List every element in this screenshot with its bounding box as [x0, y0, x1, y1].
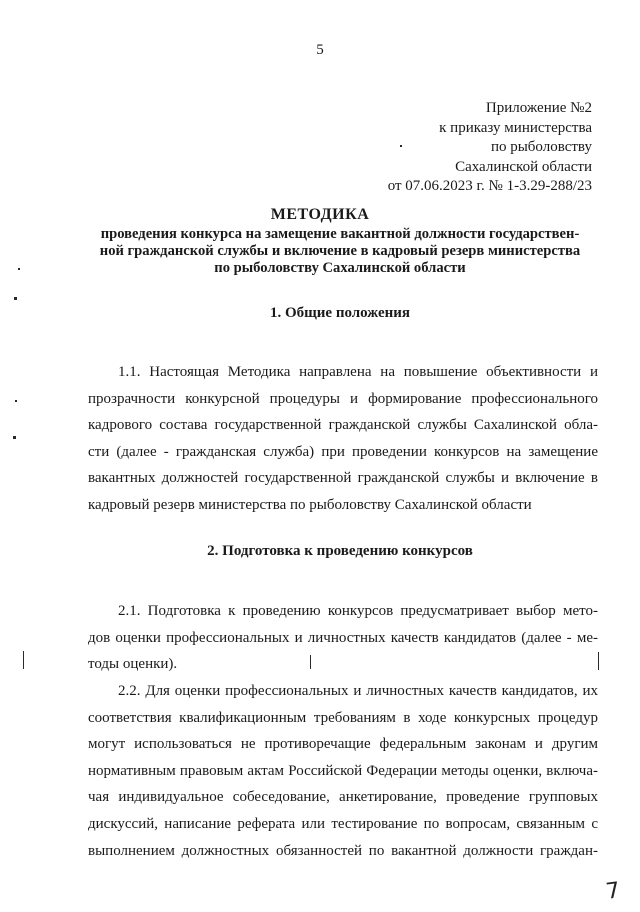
paragraph-line: кадрового состава государственной гражданской службы Сахалинской обла- — [88, 417, 598, 434]
subtitle-line: проведения конкурса на замещение вакантной должности государствен- — [100, 226, 580, 242]
scan-speck — [15, 400, 17, 402]
scan-tick — [310, 655, 311, 669]
page-number: 5 — [316, 42, 324, 58]
scan-speck — [13, 436, 16, 439]
appendix-line: Сахалинской области — [455, 158, 592, 175]
paragraph-2-2 — [88, 678, 598, 864]
scan-speck — [14, 297, 17, 300]
appendix-line: по рыболовству — [490, 139, 592, 155]
paragraph-line: выполнением должностных обязанностей по вакантной должности граждан- — [88, 842, 598, 859]
paragraph-1-1 — [88, 359, 598, 519]
paragraph-line: чая индивидуальное собеседование, анкетирование, проведение групповых — [88, 789, 598, 806]
section-heading-preparation: 2. Подготовка к проведению конкурсов — [207, 543, 473, 559]
document-subtitle — [80, 226, 600, 277]
document-title: МЕТОДИКА — [270, 206, 370, 223]
paragraph-line: сти (далее - гражданская служба) при проведении конкурсов на замещение — [88, 443, 598, 460]
paragraph-line: кадровый резерв министерства по рыболовству Сахалинской области — [88, 496, 532, 513]
paragraph-line: 2.2. Для оценки профессиональных и личностных качеств кандидатов, их — [118, 683, 598, 699]
scan-speck — [400, 145, 402, 147]
paragraph-line: вакантных должностей государственной гражданской службы и включение в — [88, 470, 598, 487]
subtitle-line: по рыболовству Сахалинской области — [214, 260, 466, 276]
paragraph-line: тоды оценки). — [88, 656, 178, 673]
paragraph-line: соответствия квалификационным требованиям в ходе конкурсных процедур — [88, 709, 598, 726]
subtitle-line: ной гражданской службы и включение в кадровый резерв министерства — [99, 243, 581, 259]
paragraph-line: нормативным правовым актам Российской Федерации методы оценки, включа- — [88, 762, 598, 779]
scan-speck — [18, 268, 20, 270]
paragraph-line: дов оценки профессиональных и личностных качеств кандидатов (далее - ме- — [88, 629, 598, 646]
paragraph-2-1 — [88, 598, 598, 678]
appendix-line: к приказу министерства — [439, 119, 592, 136]
scan-tick — [23, 651, 24, 669]
appendix-line: от 07.06.2023 г. № 1-3.29-288/23 — [387, 178, 592, 194]
scan-tick — [598, 652, 599, 670]
appendix-block — [388, 99, 592, 197]
appendix-line: Приложение №2 — [485, 100, 592, 116]
paragraph-line: дискуссий, написание реферата или тестирование по вопросам, связанным с — [88, 815, 598, 832]
paragraph-line: прозрачности конкурсной процедуры и формирование профессионального — [88, 390, 598, 407]
paragraph-line: 1.1. Настоящая Методика направлена на повышение объективности и — [118, 364, 598, 380]
section-heading-general: 1. Общие положения — [269, 305, 411, 321]
paragraph-line: 2.1. Подготовка к проведению конкурсов предусматривает выбор мето- — [118, 603, 598, 619]
paragraph-line: могут использоваться не противоречащие федеральным законам и другим — [88, 736, 598, 753]
handwritten-mark: 7 — [604, 878, 622, 905]
